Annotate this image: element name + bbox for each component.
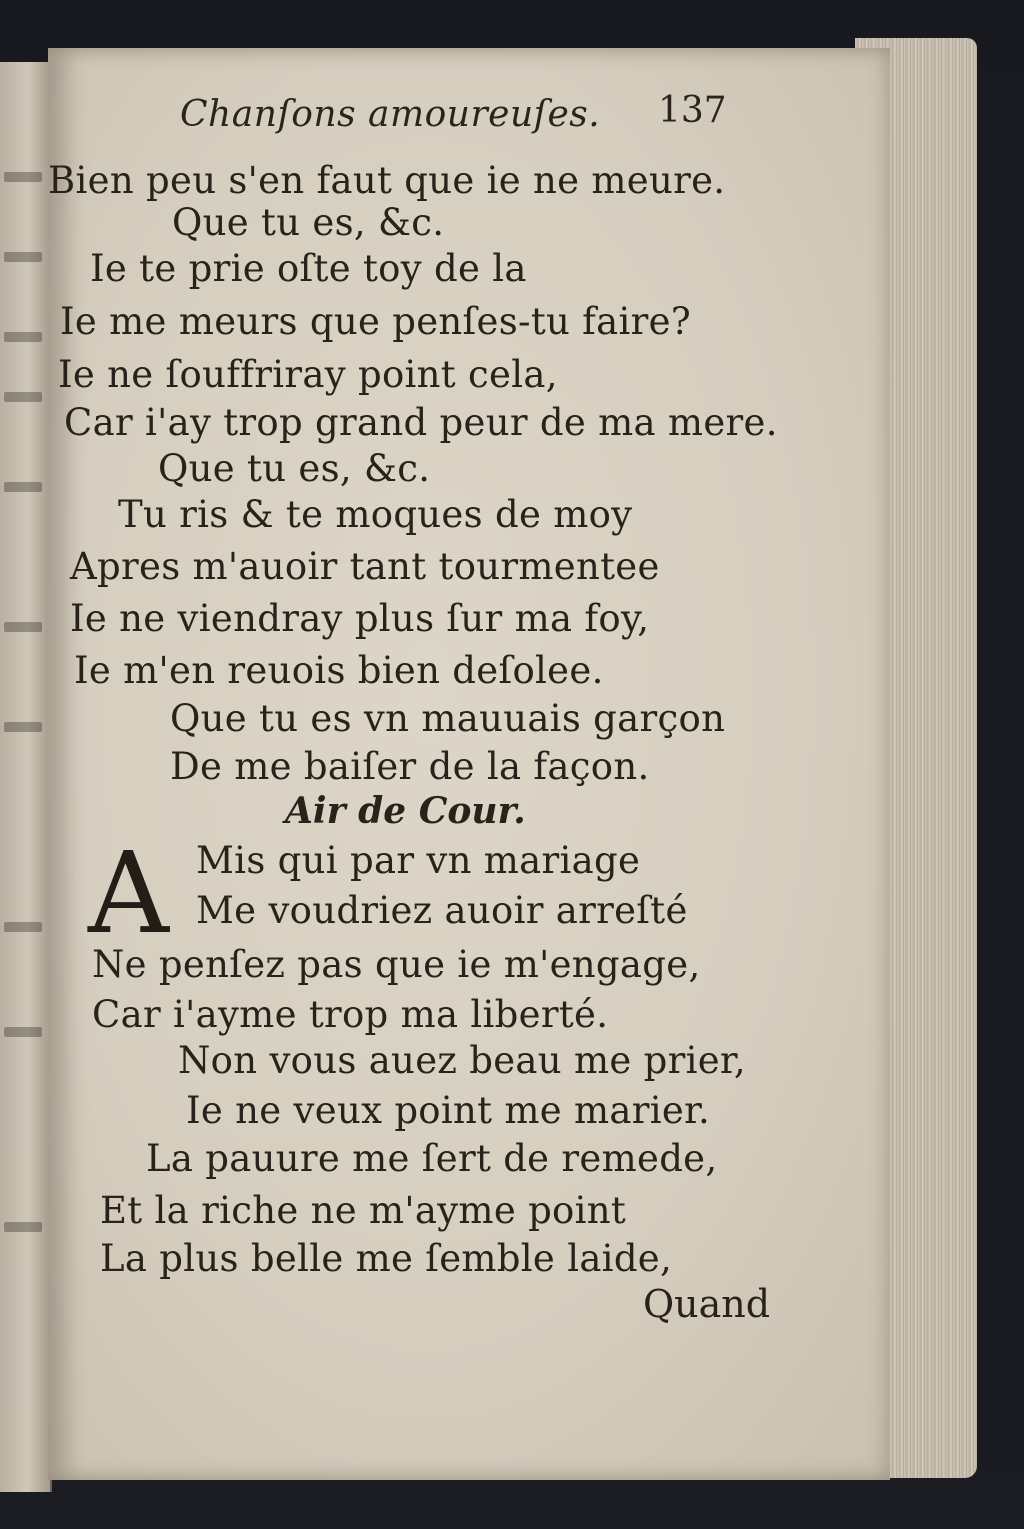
verse-line: Que tu es, &c. [172, 201, 445, 244]
verse-line: De me baiſer de la façon. [170, 745, 650, 788]
catchword: Quand [643, 1282, 771, 1326]
verse-line: Ie ne veux point me marier. [186, 1089, 711, 1132]
page-number: 137 [658, 90, 727, 131]
verse-line: Et la riche ne m'ayme point [100, 1189, 627, 1232]
verse-line: Car i'ay trop grand peur de ma mere. [64, 401, 778, 444]
verse-line: Ie ne viendray plus ſur ma foy, [70, 597, 650, 640]
drop-capital: A [88, 829, 169, 959]
running-title: Chanſons amoureuſes. [180, 94, 601, 135]
verse-line: La plus belle me ſemble laide, [100, 1237, 673, 1280]
section-heading: Air de Cour. [285, 790, 526, 832]
verse-line: Ie te prie oſte toy de la [90, 247, 527, 290]
verse-line: Tu ris & te moques de moy [118, 493, 633, 536]
verse-line: Ie me meurs que penſes-tu faire? [60, 300, 691, 343]
verse-line: La pauure me ſert de remede, [146, 1137, 718, 1180]
verse-line: Ie m'en reuois bien deſolee. [74, 649, 604, 692]
verse-line: Me voudriez auoir arreſté [196, 889, 688, 932]
verse-line: Mis qui par vn mariage [196, 839, 641, 882]
verse-line: Car i'ayme trop ma liberté. [92, 993, 609, 1036]
verse-line: Apres m'auoir tant tourmentee [70, 545, 660, 588]
verse-line: Bien peu s'en faut que ie ne meure. [48, 159, 726, 202]
verse-line: Que tu es vn mauuais garçon [170, 697, 726, 740]
previous-page-edge [0, 62, 52, 1492]
verse-line: Que tu es, &c. [158, 447, 431, 490]
verse-line: Non vous auez beau me prier, [178, 1039, 746, 1082]
verse-line: Ne penſez pas que ie m'engage, [92, 943, 701, 986]
verse-line: Ie ne ſouffriray point cela, [58, 353, 558, 396]
